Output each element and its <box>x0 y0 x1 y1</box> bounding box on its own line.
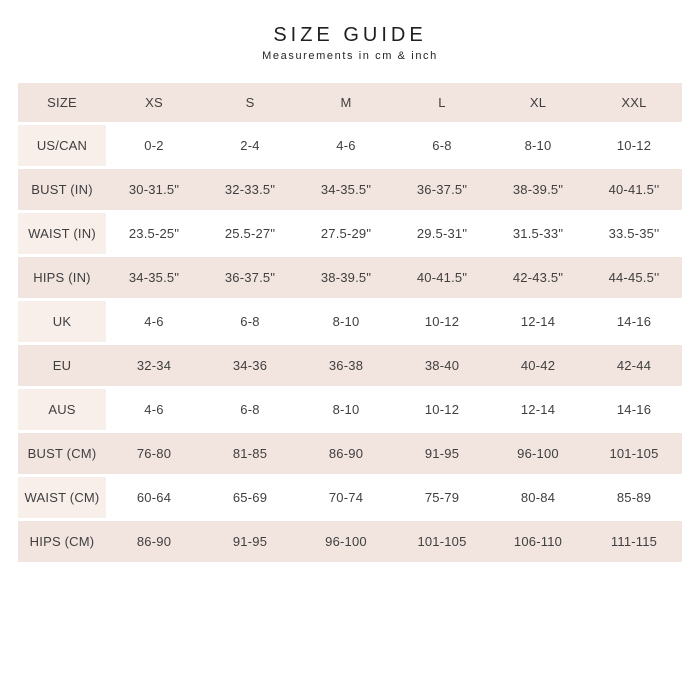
size-value-cell: 91-95 <box>202 521 298 562</box>
header-cell: XL <box>490 83 586 122</box>
header-cell-size: SIZE <box>18 83 106 122</box>
size-value-cell: 12-14 <box>490 301 586 342</box>
size-value-cell: 36-37.5" <box>202 257 298 298</box>
size-value-cell: 86-90 <box>106 521 202 562</box>
table-row <box>18 433 682 474</box>
size-value-cell: 23.5-25" <box>106 213 202 254</box>
size-value-cell: 75-79 <box>394 477 490 518</box>
size-value-cell: 14-16 <box>586 389 682 430</box>
size-value-cell: 30-31.5" <box>106 169 202 210</box>
row-label-cell: WAIST (CM) <box>18 477 106 518</box>
size-value-cell: 80-84 <box>490 477 586 518</box>
size-value-cell: 60-64 <box>106 477 202 518</box>
size-value-cell: 32-33.5" <box>202 169 298 210</box>
row-label-cell: HIPS (CM) <box>18 521 106 562</box>
size-value-cell: 34-35.5" <box>106 257 202 298</box>
row-label-cell: EU <box>18 345 106 386</box>
row-label-cell: AUS <box>18 389 106 430</box>
header-cell: M <box>298 83 394 122</box>
size-value-cell: 8-10 <box>298 301 394 342</box>
header-cell: XXL <box>586 83 682 122</box>
size-value-cell: 38-39.5" <box>298 257 394 298</box>
table-row <box>18 257 682 298</box>
table-row <box>18 213 682 254</box>
size-value-cell: 101-105 <box>586 433 682 474</box>
size-value-cell: 36-37.5" <box>394 169 490 210</box>
size-value-cell: 4-6 <box>298 125 394 166</box>
size-value-cell: 0-2 <box>106 125 202 166</box>
table-row <box>18 169 682 210</box>
size-value-cell: 14-16 <box>586 301 682 342</box>
row-label-cell: BUST (CM) <box>18 433 106 474</box>
size-value-cell: 70-74 <box>298 477 394 518</box>
size-value-cell: 101-105 <box>394 521 490 562</box>
row-label-cell: WAIST (IN) <box>18 213 106 254</box>
size-value-cell: 42-43.5" <box>490 257 586 298</box>
size-value-cell: 8-10 <box>490 125 586 166</box>
size-value-cell: 76-80 <box>106 433 202 474</box>
size-value-cell: 27.5-29" <box>298 213 394 254</box>
table-row <box>18 389 682 430</box>
size-value-cell: 34-35.5" <box>298 169 394 210</box>
size-value-cell: 44-45.5'' <box>586 257 682 298</box>
size-value-cell: 40-41.5'' <box>586 169 682 210</box>
size-value-cell: 96-100 <box>490 433 586 474</box>
size-value-cell: 38-39.5" <box>490 169 586 210</box>
size-value-cell: 33.5-35'' <box>586 213 682 254</box>
row-label-cell: BUST (IN) <box>18 169 106 210</box>
table-row <box>18 345 682 386</box>
size-value-cell: 111-115 <box>586 521 682 562</box>
size-value-cell: 86-90 <box>298 433 394 474</box>
size-value-cell: 40-42 <box>490 345 586 386</box>
size-value-cell: 32-34 <box>106 345 202 386</box>
size-value-cell: 6-8 <box>394 125 490 166</box>
size-value-cell: 42-44 <box>586 345 682 386</box>
row-label-cell: UK <box>18 301 106 342</box>
size-value-cell: 6-8 <box>202 301 298 342</box>
size-value-cell: 12-14 <box>490 389 586 430</box>
page-subtitle: Measurements in cm & inch <box>262 50 438 62</box>
size-value-cell: 10-12 <box>394 301 490 342</box>
size-value-cell: 31.5-33" <box>490 213 586 254</box>
size-value-cell: 34-36 <box>202 345 298 386</box>
size-value-cell: 10-12 <box>394 389 490 430</box>
size-value-cell: 106-110 <box>490 521 586 562</box>
table-row <box>18 477 682 518</box>
size-value-cell: 91-95 <box>394 433 490 474</box>
size-value-cell: 25.5-27" <box>202 213 298 254</box>
row-label-cell: US/CAN <box>18 125 106 166</box>
size-value-cell: 85-89 <box>586 477 682 518</box>
size-value-cell: 10-12 <box>586 125 682 166</box>
header-cell: L <box>394 83 490 122</box>
size-guide-header <box>0 0 700 62</box>
table-row <box>18 301 682 342</box>
size-value-cell: 36-38 <box>298 345 394 386</box>
table-header-row <box>18 83 682 122</box>
size-value-cell: 81-85 <box>202 433 298 474</box>
page-title: SIZE GUIDE <box>273 24 427 46</box>
header-cell: XS <box>106 83 202 122</box>
table-row <box>18 521 682 562</box>
size-table <box>18 83 682 562</box>
size-value-cell: 40-41.5" <box>394 257 490 298</box>
row-label-cell: HIPS (IN) <box>18 257 106 298</box>
size-value-cell: 4-6 <box>106 301 202 342</box>
size-value-cell: 8-10 <box>298 389 394 430</box>
header-cell: S <box>202 83 298 122</box>
size-value-cell: 96-100 <box>298 521 394 562</box>
size-value-cell: 29.5-31" <box>394 213 490 254</box>
size-value-cell: 4-6 <box>106 389 202 430</box>
table-row <box>18 125 682 166</box>
size-value-cell: 2-4 <box>202 125 298 166</box>
size-value-cell: 65-69 <box>202 477 298 518</box>
size-value-cell: 38-40 <box>394 345 490 386</box>
size-value-cell: 6-8 <box>202 389 298 430</box>
